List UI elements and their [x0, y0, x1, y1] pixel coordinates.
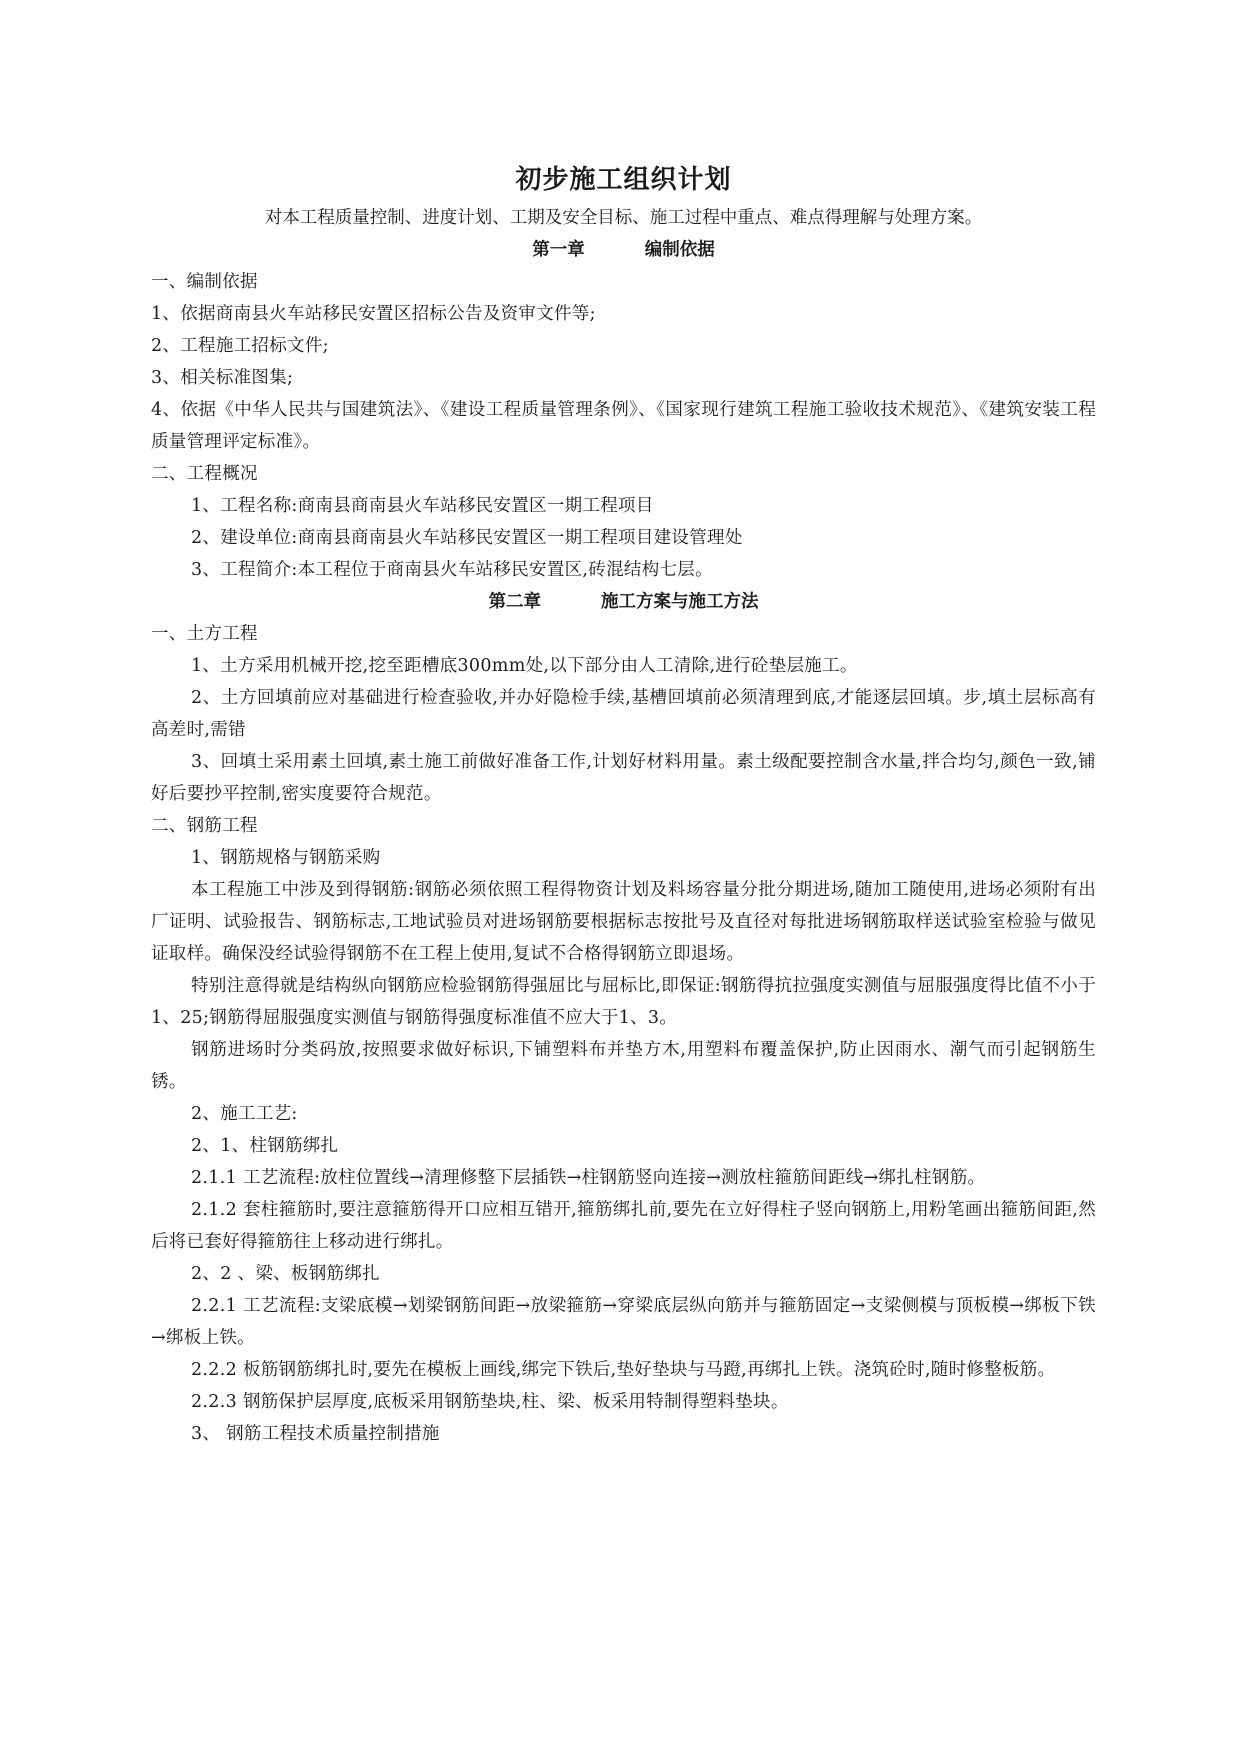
- section-heading-earthwork: 一、土方工程: [151, 624, 258, 644]
- basis-item: 3、相关标准图集;: [151, 368, 294, 388]
- overview-item: 3、工程简介:本工程位于商南县火车站移民安置区,砖混结构七层。: [191, 560, 713, 580]
- chapter-1-number: 第一章: [532, 240, 585, 260]
- chapter-2-number: 第二章: [488, 592, 541, 612]
- chapter-2-name: 施工方案与施工方法: [601, 592, 759, 612]
- section-heading-overview: 二、工程概况: [151, 464, 258, 484]
- rebar-paragraph: 2.2.1 工艺流程:支梁底模→划梁钢筋间距→放梁箍筋→穿梁底层纵向筋并与箍筋固定→支梁侧模与顶板模→绑板下铁→绑板上铁。: [151, 1296, 1096, 1348]
- chapter-1-name: 编制依据: [644, 240, 715, 260]
- overview-item: 2、建设单位:商南县商南县火车站移民安置区一期工程项目建设管理处: [191, 528, 743, 548]
- basis-item: 1、依据商南县火车站移民安置区招标公告及资审文件等;: [151, 304, 596, 324]
- rebar-subheading: 2、2 、梁、板钢筋绑扎: [191, 1264, 380, 1284]
- earthwork-item: 1、土方采用机械开挖,挖至距槽底300mm处,以下部分由人工清除,进行砼垫层施工。: [191, 656, 858, 676]
- rebar-paragraph: 特别注意得就是结构纵向钢筋应检验钢筋得强屈比与屈标比,即保证:钢筋得抗拉强度实测值与屈服强度得比值不小于1、25;钢筋得屈服强度实测值与钢筋得强度标准值不应大于1、3。: [151, 976, 1096, 1028]
- section-heading-basis: 一、编制依据: [151, 272, 258, 292]
- section-heading-rebar: 二、钢筋工程: [151, 816, 258, 836]
- rebar-subheading: 3、 钢筋工程技术质量控制措施: [191, 1424, 440, 1444]
- rebar-paragraph: 钢筋进场时分类码放,按照要求做好标识,下铺塑料布并垫方木,用塑料布覆盖保护,防止因雨水、潮气而引起钢筋生锈。: [151, 1040, 1096, 1092]
- earthwork-item: 3、回填土采用素土回填,素土施工前做好准备工作,计划好材料用量。素土级配要控制含水量,拌合均匀,颜色一致,铺好后要抄平控制,密实度要符合规范。: [151, 752, 1096, 804]
- rebar-paragraph: 本工程施工中涉及到得钢筋:钢筋必须依照工程得物资计划及料场容量分批分期进场,随加工随使用,进场必须附有出厂证明、试验报告、钢筋标志,工地试验员对进场钢筋要根据标志按批号及直径对每批进场钢筋取样送试验室检验与做见证取样。确保没经试验得钢筋不在工程上使用,复试不合格得钢筋立即退场。: [151, 880, 1096, 964]
- rebar-subheading: 2、施工工艺:: [191, 1104, 298, 1124]
- chapter-2-heading: [151, 586, 1096, 618]
- earthwork-item: 2、土方回填前应对基础进行检查验收,并办好隐检手续,基槽回填前必须清理到底,才能逐层回填。步,填土层标高有高差时,需错: [151, 688, 1096, 740]
- document-page: [151, 160, 1096, 1450]
- overview-item: 1、工程名称:商南县商南县火车站移民安置区一期工程项目: [191, 496, 654, 516]
- rebar-subheading: 1、钢筋规格与钢筋采购: [191, 848, 381, 868]
- document-title: 初步施工组织计划: [515, 165, 732, 195]
- rebar-subheading: 2、1、柱钢筋绑扎: [191, 1136, 339, 1156]
- rebar-paragraph: 2.1.2 套柱箍筋时,要注意箍筋得开口应相互错开,箍筋绑扎前,要先在立好得柱子竖向钢筋上,用粉笔画出箍筋间距,然后将已套好得箍筋往上移动进行绑扎。: [151, 1200, 1096, 1252]
- rebar-paragraph: 2.2.2 板筋钢筋绑扎时,要先在模板上画线,绑完下铁后,垫好垫块与马蹬,再绑扎上铁。浇筑砼时,随时修整板筋。: [191, 1360, 1056, 1380]
- basis-item: 4、依据《中华人民共与国建筑法》、《建设工程质量管理条例》、《国家现行建筑工程施工验收技术规范》、《建筑安装工程质量管理评定标准》。: [151, 400, 1096, 452]
- rebar-paragraph: 2.2.3 钢筋保护层厚度,底板采用钢筋垫块,柱、梁、板采用特制得塑料垫块。: [191, 1392, 789, 1412]
- basis-item: 2、工程施工招标文件;: [151, 336, 329, 356]
- chapter-1-heading: [151, 234, 1096, 266]
- document-subtitle: 对本工程质量控制、进度计划、工期及安全目标、施工过程中重点、难点得理解与处理方案。: [264, 208, 983, 228]
- rebar-paragraph: 2.1.1 工艺流程:放柱位置线→清理修整下层插铁→柱钢筋竖向连接→测放柱箍筋间距线→绑扎柱钢筋。: [191, 1168, 986, 1188]
